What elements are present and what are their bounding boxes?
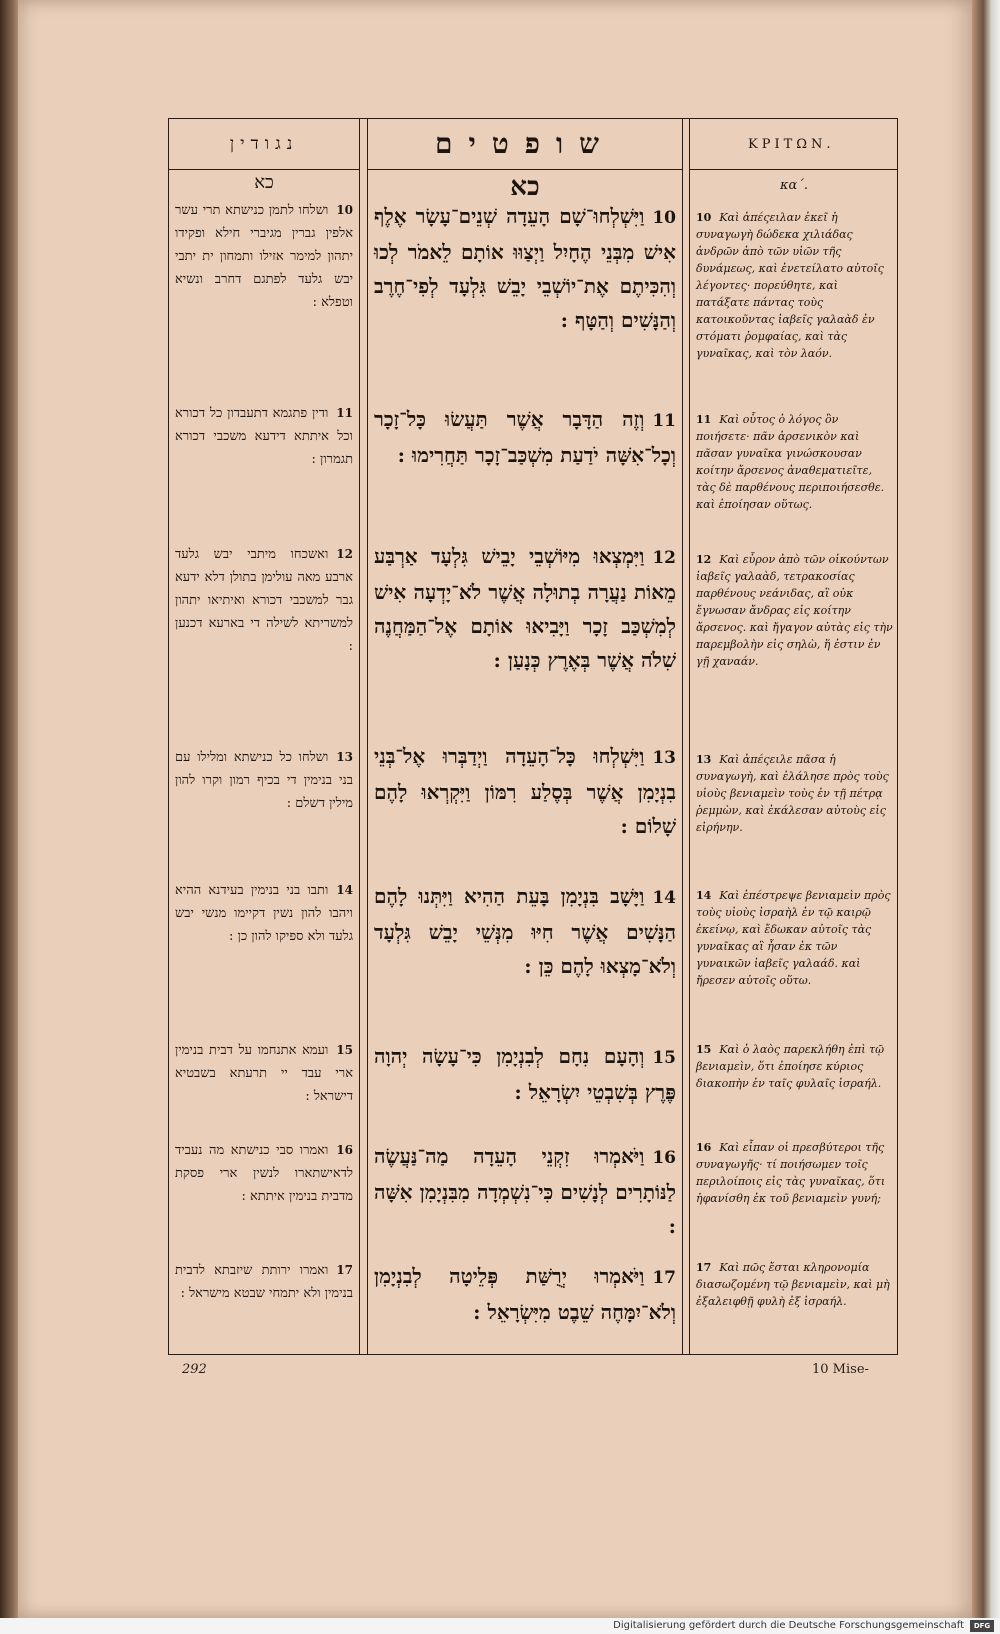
verse-number: 14	[652, 888, 676, 908]
verse-text: ושלחו כל כנישתא ומלילו עם בני בנימין די בכיף רמון וקרו להון מילין דשלם :	[175, 750, 353, 811]
verse-text: וַיֹּאמְרוּ יְרֻשַּׁת פְּלֵיטָה לְבִנְיָמִן וְלֹא־יִמָּחֶה שֵׁבֶט מִיִּשְׂרָאֵל :	[374, 1264, 676, 1324]
verse-text: וַיִּשְׁלְחוּ כָּל־הָעֵדָה וַיְדַבְּרוּ אֶל־בְּנֵי בִנְיָמִן אֲשֶׁר בְּסֶלַע רִמּוֹן וַיִּקְרְאוּ לָהֶם שָׁלוֹם :	[374, 744, 676, 838]
verse-text: Καὶ εὗρον ἀπὸ τῶν οἰκούντων ἰαβεῖς γαλαὰδ, τετρακοσίας παρθένους νεάνιδας, αἳ οὐκ ἔγνωσαν ἄνδρας εἰς κοίτην ἄρσενος. καὶ ἤγαγον αὐτὰς εἰς τὴν παρεμβολὴν εἰς σηλὼ, ἥ ἐστιν ἐν γῇ χαναάν.	[696, 553, 893, 668]
hebrew-verse	[374, 739, 676, 843]
verse-text: וְהָעָם נִחָם לְבִנְיָמִן כִּי־עָשָׂה יְהוָה פֶּרֶץ בְּשִׁבְטֵי יִשְׂרָאֵל :	[374, 1044, 676, 1104]
hebrew-verse	[374, 1139, 676, 1243]
verse-text: Καὶ ἀπέςειλε πᾶσα ἡ συναγωγὴ, καὶ ἐλάλησε πρὸς τοὺς υἱοὺς βενιαμεὶν τοὺς ἐν τῇ πέτρᾳ ῥεμμὼν, καὶ ἐκάλεσαν αὐτοὺς εἰς εἰρήνην.	[696, 753, 889, 834]
hebrew-verse	[374, 879, 676, 983]
verse-number: 14	[336, 883, 353, 897]
verse-number: 17	[696, 1261, 712, 1274]
greek-verse	[696, 1041, 894, 1092]
greek-verse	[696, 1259, 894, 1310]
aramaic-chapter-number: כא	[254, 172, 274, 193]
text-frame	[168, 118, 898, 1355]
verse-number: 11	[652, 411, 676, 431]
hebrew-chapter-number: כא	[510, 172, 540, 202]
greek-verse	[696, 1139, 894, 1207]
verse-text: וְזֶה הַדָּבָר אֲשֶׁר תַּעֲשׂוּ כָּל־זָכָר וְכָל־אִשָּׁה יֹדַעַת מִשְׁכַּב־זָכָר תַּחֲרִימוּ :	[374, 407, 676, 467]
verse-number: 17	[652, 1268, 676, 1288]
aramaic-verse	[175, 1139, 353, 1208]
verse-number: 11	[696, 413, 712, 426]
verse-text: וַיִּמְצְאוּ מִיּוֹשְׁבֵי יָבֵישׁ גִּלְעָד אַרְבַּע מֵאוֹת נַעֲרָה בְתוּלָה אֲשֶׁר לֹא־יָדְעָה אִישׁ לְמִשְׁכַּב זָכָר וַיָּבִיאוּ אוֹתָם אֶל־הַמַּחֲנֶה שִׁלֹה אֲשֶׁר בְּאֶרֶץ כְּנָעַן :	[374, 544, 676, 672]
verse-text: Καὶ ὁ λαὸς παρεκλήθη ἐπὶ τῷ βενιαμεὶν, ὅτι ἐποίησε κύριος διακοπὴν ἐν ταῖς φυλαῖς ἰσραήλ.	[696, 1043, 885, 1090]
hebrew-verse	[374, 1039, 676, 1109]
verse-text: ותבו בני בנימין בעידנא ההיא ויהבו להון נשין דקיימו מנשי יבש גלעד ולא ספיקו להון כן :	[175, 883, 353, 944]
aramaic-verse	[175, 199, 353, 314]
book-page-edges	[972, 0, 1000, 1618]
hebrew-verse	[374, 1259, 676, 1329]
verse-text: Καὶ πῶς ἔσται κληρονομία διασωζομένη τῷ βενιαμεὶν, καὶ μὴ ἐξαλειφθῇ φυλὴ ἐξ ἰσραήλ.	[696, 1261, 890, 1308]
aramaic-verse	[175, 402, 353, 471]
aramaic-verse	[175, 1039, 353, 1108]
verse-text: Καὶ οὗτος ὁ λόγος ὃν ποιήσετε· πᾶν ἀρσενικὸν καὶ πᾶσαν γυναῖκα γινώσκουσαν κοίτην ἄρσενος ἀναθεματιεῖτε, τὰς δὲ παρθένους περιποιήσεσθε. καὶ ἐποίησαν οὕτως.	[696, 413, 885, 511]
greek-column	[689, 119, 898, 1354]
verse-number: 15	[652, 1048, 676, 1068]
greek-verse	[696, 209, 894, 362]
verse-text: וַיֹּאמְרוּ זִקְנֵי הָעֵדָה מַה־נַּעֲשֶׂה לַנּוֹתָרִים לְנָשִׁים כִּי־נִשְׁמְדָה מִבִּנְיָמִן אִשָּׁה :	[374, 1144, 676, 1238]
verse-text: ואמרו ירותת שיזבתא לדבית בנימין ולא יתמחי שבטא מישראל :	[175, 1263, 353, 1301]
verse-number: 10	[652, 208, 676, 228]
greek-verse	[696, 887, 894, 989]
verse-number: 16	[652, 1148, 676, 1168]
greek-verse	[696, 551, 894, 670]
hebrew-header: שופטים	[368, 119, 682, 170]
verse-text: וַיִּשְׁלְחוּ־שָׁם הָעֵדָה שְׁנֵים־עָשָׂר אֶלֶף אִישׁ מִבְּנֵי הֶחָיִל וַיְצַוּוּ אוֹתָם לֵאמֹר לְכוּ וְהִכִּיתֶם אֶת־יוֹשְׁבֵי יָבֵשׁ גִּלְעָד לְפִי־חֶרֶב וְהַנָּשִׁים וְהַטָּף :	[374, 204, 676, 332]
verse-number: 13	[696, 753, 712, 766]
aramaic-column	[169, 119, 360, 1354]
dfg-logo: DFG	[970, 1620, 994, 1632]
hebrew-verse	[374, 402, 676, 472]
verse-number: 13	[652, 748, 676, 768]
verse-text: ושלחו לתמן כנישתא תרי עשר אלפין גברין מגיברי חילא ופקידו יתהון למימר אזילו ותמחון ית יתבי יבש גלעד לפתגם דחרב ונשיא וטפלא :	[175, 203, 353, 310]
verse-number: 13	[336, 750, 353, 764]
greek-header: ΚΡΙΤΩΝ.	[690, 119, 898, 170]
verse-text: ודין פתגמא דתעבדון כל דכורא וכל איתתא דידעא משכבי דכורא תגמרון :	[175, 406, 353, 467]
page-number: 292	[182, 1362, 207, 1377]
aramaic-verse	[175, 879, 353, 948]
verse-number: 12	[336, 547, 353, 561]
verse-number: 10	[696, 211, 712, 224]
verse-number: 17	[336, 1263, 353, 1277]
verse-number: 10	[336, 203, 353, 217]
verse-number: 11	[336, 406, 353, 420]
verse-number: 12	[696, 553, 712, 566]
verse-text: Καὶ ἐπέστρεψε βενιαμεὶν πρὸς τοὺς υἱοὺς ἰσραὴλ ἐν τῷ καιρῷ ἐκείνῳ, καὶ ἔδωκαν αὐτοῖς τὰς γυναῖκας αἳ ἦσαν ἐκ τῶν γυναικῶν ἰαβεῖς γαλαάδ. καὶ ἤρεσεν αὐτοῖς οὕτω.	[696, 889, 891, 987]
verse-text: וַיָּשָׁב בִּנְיָמִן בָּעֵת הַהִיא וַיִּתְּנוּ לָהֶם הַנָּשִׁים אֲשֶׁר חִיּוּ מִנְּשֵׁי יָבֵשׁ גִּלְעָד וְלֹא־מָצְאוּ לָהֶם כֵּן :	[374, 884, 676, 978]
verse-number: 16	[696, 1141, 712, 1154]
digitization-credit: Digitalisierung gefördert durch die Deutsche Forschungsgemeinschaft	[0, 1618, 1000, 1634]
greek-chapter-number: κα΄.	[780, 178, 808, 193]
verse-number: 15	[696, 1043, 712, 1056]
verse-number: 14	[696, 889, 712, 902]
aramaic-verse	[175, 746, 353, 815]
verse-text: ועמא אתנחמו על דבית בנימין ארי עבד יי תרעתא בשבטיא דישראל :	[175, 1043, 353, 1104]
verse-text: Καὶ εἶπαν οἱ πρεσβύτεροι τῆς συναγωγῆς· τί ποιήσωμεν τοῖς περιλοίποις εἰς τὰς γυναῖκας, ὅτι ἠφανίσθη ἐκ τοῦ βενιαμεὶν γυνή;	[696, 1141, 886, 1205]
verse-number: 15	[336, 1043, 353, 1057]
aramaic-verse	[175, 543, 353, 658]
verse-number: 16	[336, 1143, 353, 1157]
verse-text: ואשכחו מיתבי יבש גלעד ארבע מאה עולימן בתולן דלא ידעא גבר למשכבי דכורא ואיתיאו יתהון למשריתא לשילה די בארעא דכנען :	[175, 547, 353, 654]
verse-text: ואמרו סבי כנישתא מה נעביד לדאישתארו לנשין ארי פסקת מדבית בנימין איתתא :	[175, 1143, 353, 1204]
verse-number: 12	[652, 548, 676, 568]
hebrew-column	[367, 119, 683, 1354]
hebrew-verse	[374, 539, 676, 677]
aramaic-verse	[175, 1259, 353, 1305]
verse-text: Καὶ ἀπέςειλαν ἐκεῖ ἡ συναγωγὴ δώδεκα χιλιάδας ἀνδρῶν ἀπὸ τῶν υἱῶν τῆς δυνάμεως, καὶ ἐνετείλατο αὐτοῖς λέγοντες· πορεύθητε, καὶ πατάξατε πάντας τοὺς κατοικοῦντας ἰαβεῖς γαλαὰδ ἐν στόματι ῥομφαίας, καὶ τὰς γυναῖκας, καὶ τὸν λαόν.	[696, 211, 884, 360]
catchword: 10 Mise-	[812, 1362, 869, 1377]
greek-verse	[696, 751, 894, 836]
hebrew-verse	[374, 199, 676, 337]
greek-verse	[696, 411, 894, 513]
aramaic-header: נגודין	[169, 119, 359, 170]
